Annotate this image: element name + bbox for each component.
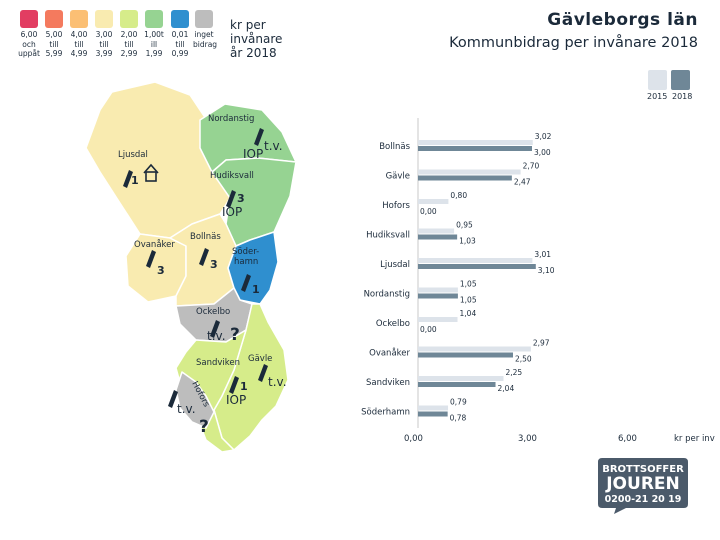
legend-label: 6,00 och uppåt [18, 30, 40, 58]
data-label-2018: 2,47 [513, 177, 531, 187]
label-hudiksvall: Hudiksvall [210, 171, 254, 181]
data-label-2015: 0,79 [450, 397, 467, 407]
bar-2015 [418, 258, 532, 263]
label-sandviken: Sandviken [196, 358, 241, 368]
category-label: Bollnäs [379, 142, 410, 152]
data-label-2018: 1,03 [459, 236, 476, 246]
bar-2015 [418, 347, 531, 352]
legend-label: 2,00 till 2,99 [120, 30, 138, 58]
legend-label: 0,01 till 0,99 [171, 30, 189, 58]
data-label-2018: 3,00 [534, 148, 551, 157]
label-hofors: Hofors [189, 379, 212, 409]
bar-2018 [418, 176, 512, 181]
legend-label-2015: 2015 [647, 92, 668, 101]
chart-subtitle: Kommunbidrag per invånare 2018 [449, 35, 698, 51]
data-label-2018: 0,00 [420, 207, 437, 216]
data-label-2015: 3,01 [534, 250, 552, 259]
annot-n3-ovanaker: 3 [157, 264, 165, 277]
legend-label: inget bidrag [193, 30, 218, 49]
label-bollnas: Bollnäs [190, 232, 221, 242]
data-label-2015: 0,95 [456, 220, 473, 230]
data-label-2018: 2,50 [515, 354, 532, 364]
data-label-2015: 3,02 [534, 132, 552, 141]
logo-line1: BROTTSOFFER [602, 464, 684, 475]
legend-label: 3,00 till 3,99 [95, 30, 113, 58]
data-label-2018: 1,05 [459, 295, 477, 305]
category-label: Ockelbo [375, 319, 410, 329]
annot-iop-sandviken: IOP [226, 393, 247, 407]
data-label-2018: 0,00 [420, 325, 437, 334]
category-label: Ljusdal [380, 260, 410, 270]
label-ovanaker: Ovanåker [134, 240, 175, 250]
bar-2015 [418, 170, 521, 175]
bar-2018 [418, 353, 513, 358]
category-label: Söderhamn [361, 407, 410, 418]
annot-n3-hudiksvall: 3 [237, 192, 245, 205]
label-gavle: Gävle [248, 354, 273, 364]
data-label-2015: 2,97 [532, 338, 550, 348]
annot-n1-sandviken: 1 [240, 380, 248, 393]
data-label-2015: 2,70 [522, 161, 540, 171]
category-label: Nordanstig [363, 289, 410, 300]
annot-iop-nordanstig: IOP [243, 147, 264, 161]
bar-2015 [418, 376, 504, 381]
data-label-2015: 1,05 [459, 279, 477, 289]
legend-label: 1,00t ill 1,99 [144, 30, 164, 58]
data-label-2018: 0,78 [449, 413, 467, 423]
annot-q-hofors: ? [199, 417, 209, 437]
bar-2015 [418, 140, 533, 145]
annot-tv-hofors: t.v. [177, 402, 196, 416]
logo-line3: 0200-21 20 19 [604, 494, 682, 505]
unit-label: kr per invånare år 2018 [230, 18, 283, 60]
legend-label-2018: 2018 [672, 92, 693, 101]
label-soderhamn-2: hamn [234, 257, 259, 267]
bar-2018 [418, 235, 457, 240]
annot-iop-hudiksvall: IOP [222, 205, 243, 219]
data-label-2015: 1,04 [459, 309, 477, 318]
bar-2015 [418, 288, 458, 293]
annot-n1-ljusdal: 1 [131, 174, 139, 187]
label-nordanstig: Nordanstig [208, 114, 255, 124]
bar-2018 [418, 264, 536, 269]
logo-line2: JOUREN [606, 474, 680, 494]
category-label: Hudiksvall [366, 230, 410, 241]
bar-2015 [418, 406, 448, 411]
bar-2018 [418, 382, 496, 387]
x-tick-label: 3,00 [518, 434, 537, 444]
label-ljusdal: Ljusdal [118, 150, 148, 160]
category-label: Gävle [385, 171, 410, 182]
brottsofferjouren-logo [596, 456, 690, 514]
legend-label: 5,00 till 5,99 [45, 30, 63, 58]
x-tick-label: 6,00 [618, 434, 637, 444]
data-label-2018: 3,10 [537, 266, 555, 275]
x-axis-label: kr per inv [674, 434, 715, 444]
bar-2015 [418, 199, 448, 204]
annot-tv-ockelbo: t.v. [207, 329, 226, 343]
label-soderhamn-1: Söder- [232, 247, 260, 257]
annot-n1-soderhamn: 1 [252, 283, 260, 296]
annot-tv-nordanstig: t.v. [264, 139, 283, 153]
data-label-2015: 0,80 [450, 191, 468, 200]
annot-q-ockelbo: ? [230, 325, 240, 345]
category-label: Hofors [382, 201, 410, 211]
x-tick-label: 0,00 [404, 434, 423, 444]
chart-title: Gävleborgs län [547, 10, 698, 30]
bar-2018 [418, 146, 532, 151]
bar-2018 [418, 412, 448, 417]
annot-n3-bollnas: 3 [210, 258, 218, 271]
bar-2015 [418, 317, 458, 322]
category-label: Sandviken [365, 378, 410, 388]
data-label-2015: 2,25 [505, 368, 523, 377]
legend-label: 4,00 till 4,99 [70, 30, 88, 58]
category-label: Ovanåker [369, 348, 410, 359]
annot-tv-gavle: t.v. [268, 375, 287, 389]
bar-2018 [418, 294, 458, 299]
label-ockelbo: Ockelbo [196, 307, 231, 317]
data-label-2018: 2,04 [497, 384, 515, 393]
bar-2015 [418, 229, 454, 234]
